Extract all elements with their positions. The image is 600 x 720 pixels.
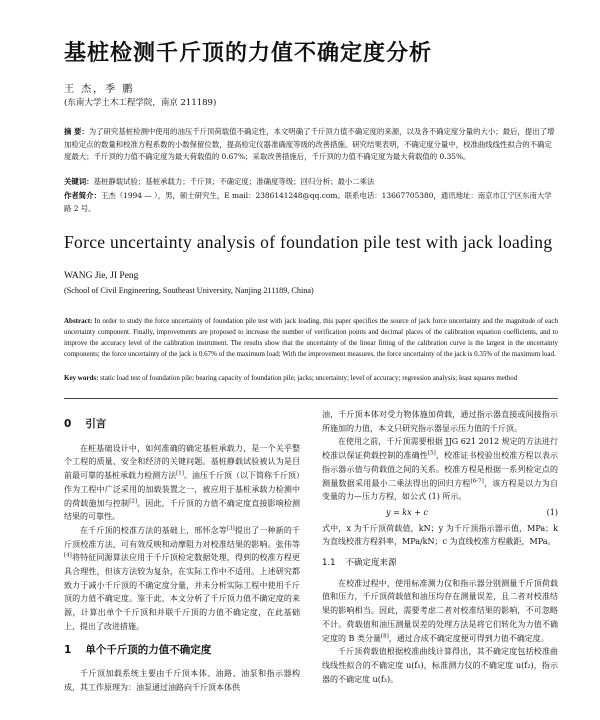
paragraph-text: 在校准过程中，使用标准测力仪和指示器分别测量千斤顶荷载值和压力，千斤顶荷载值和油压均存在测量误差，且二者对校准结果的影响相当。因此，需要考虑二者对校准结果的影响，不可忽略不计。荷载值和油压测量误差的处理方法是将它们转化为力值不确定度的 B 类分量 bbox=[322, 578, 558, 643]
paragraph bbox=[322, 435, 558, 504]
english-keywords-label: Key words: bbox=[64, 374, 99, 382]
author-info-text: 王杰（1994 — ），男，硕士研究生，E mail：2386141248@qq.com。联系电话：13667705380，通讯地址：南京市江宁区东南大学路 2 号。 bbox=[64, 191, 552, 213]
chinese-authors: 王 杰，季 鹏 bbox=[64, 84, 135, 95]
citation: [3] bbox=[226, 525, 235, 532]
paragraph-text: 在桩基础设计中，如何准确的确定基桩承载力，是一个关乎整个工程的质量、安全和经济的关键问题。基桩静载试验被认为是目前最可靠的基桩承载力检测方法 bbox=[64, 443, 300, 481]
chinese-abstract bbox=[64, 126, 556, 164]
paragraph-text: 提出了一种新的千斤顶校准方法，可有效反映和动摩阻力对校准结果的影响。张伟等 bbox=[64, 525, 301, 549]
chinese-affiliation: (东南大学土木工程学院，南京 211189) bbox=[64, 98, 217, 108]
author-info bbox=[64, 190, 556, 215]
chinese-abstract-label: 摘 要： bbox=[64, 127, 89, 136]
right-column bbox=[322, 408, 558, 686]
english-abstract-label: Abstract: bbox=[64, 317, 93, 325]
equation-body: y = kx + c bbox=[386, 507, 428, 517]
equation-number: (1) bbox=[546, 507, 558, 517]
section-number: 0 bbox=[64, 418, 72, 430]
paragraph: 油，千斤顶本体对受力物体施加荷载，通过指示器直接或间接指示所施加的力值，本文只研究指示器显示压力值的千斤顶。 bbox=[322, 410, 558, 433]
english-keywords-text: static load test of foundation pile; bearing capacity of foundation pile; jacks; uncertainty; level of accuracy; regression analysis; least squares method bbox=[98, 374, 518, 382]
section-number: 1 bbox=[64, 643, 72, 656]
subsection-number: 1.1 bbox=[322, 558, 336, 569]
english-affiliation: (School of Civil Engineering, Southeast University, Nanjing 211189, China) bbox=[64, 286, 314, 295]
paragraph-text: ，校准证书校验出校准方程以表示指示器示值与荷载值之间的关系。校准方程是根据一系列检定点的测量数据采用最小二乘法得出的回归方程 bbox=[322, 451, 559, 488]
english-abstract-text: In order to study the force uncertainty of foundation pile test with jack loading, this paper specifies the source of jack force uncertainty and the magnitude of each uncertainty component. Finally, improvements are proposed to increase the number of verification points and decimal places of the calibration equation coefficients, and to improve the accuracy level of the calibration instrument. The results show that the uncertainty of the linear fitting of the calibration curve is the largest in the uncertainty components; the force uncertainty of the jack is 0.67% of the maximum load; With the improvement measures, the force uncertainty of the jack is 0.35% of the maximum load. bbox=[64, 317, 558, 358]
paragraph: 式中，x 为千斤顶荷载值，kN；y 为千斤顶指示器示值，MPa；k 为直线校准方程斜率，MPa/kN；c 为直线校准方程截距，MPa。 bbox=[322, 523, 558, 547]
equation-1 bbox=[322, 506, 558, 520]
subsection-heading-uncertainty-source bbox=[322, 557, 558, 571]
chinese-title: 基桩检测千斤顶的力值不确定度分析 bbox=[64, 41, 433, 66]
chinese-keywords-label: 关键词： bbox=[64, 177, 94, 186]
paragraph-text: 在使用之前，千斤顶需要根据 JJG 621 2012 规定的方法进行校准以保证荷载控制的准确性 bbox=[322, 437, 558, 461]
english-keywords bbox=[64, 373, 558, 384]
paragraph bbox=[64, 524, 300, 634]
citation: [4] bbox=[64, 552, 72, 559]
english-abstract bbox=[64, 316, 558, 360]
english-title: Force uncertainty analysis of foundation pile test with jack loading bbox=[64, 232, 553, 252]
paragraph-text: ，该方程是以力为自变量的力—压力方程，如公式 (1) 所示。 bbox=[322, 478, 558, 502]
citation: [8] bbox=[380, 632, 389, 639]
english-authors: WANG Jie, JI Peng bbox=[64, 271, 139, 281]
chinese-keywords-text: 基桩静载试验；基桩承载力；千斤顶；不确定度；准确度等级；回归分析；最小二乘法 bbox=[93, 177, 375, 186]
section-title: 单个千斤顶的力值不确定度 bbox=[85, 643, 212, 656]
paragraph: 千斤顶加载系统主要由千斤顶本体、油路、油泵和指示器构成，其工作原理为：油泵通过油路向千斤顶本体供 bbox=[64, 669, 300, 692]
chinese-keywords bbox=[64, 176, 556, 189]
paragraph-text: 在千斤顶的校准方法的基础上，邢怀念等 bbox=[80, 525, 227, 535]
paragraph-text: 。油压千斤顶（以下简称千斤顶）作为工程中广泛采用的加载装置之一，被应用于基桩承载力检测中的荷载施加与控制 bbox=[64, 471, 301, 508]
subsection-title: 不确定度来源 bbox=[345, 558, 397, 569]
section-title: 引言 bbox=[85, 418, 107, 430]
citation: [2] bbox=[129, 497, 137, 504]
paragraph-text: 。因此，千斤顶的力值不确定度直接影响检测结果的可靠性。 bbox=[64, 498, 301, 522]
left-column bbox=[64, 408, 300, 695]
section-heading-introduction bbox=[64, 418, 300, 432]
citation: [5] bbox=[427, 450, 436, 457]
author-info-label: 作者简介： bbox=[64, 191, 101, 200]
paragraph: 千斤顶荷载值根据校准曲线计算得出，其不确定度包括校准曲线线性拟合的不确定度 u(f₁)，标准测力仪的不确定度 u(f₂)，指示器的不确定度 u(f₃)。 bbox=[322, 647, 558, 684]
citation: [1] bbox=[176, 470, 184, 477]
paragraph-text: 将特征同源算法应用于千斤顶检定数据处理，得到的校准方程更具合理性，但该方法较为复杂，在实际工作中不适用。上述研究都致力于减小千斤顶的不确定度分量，并未分析实际工程中使用千斤顶的力值不确定度。鉴于此，本文分析了千斤顶力值不确定度的来源，计算出单个千斤顶和并联千斤顶的力值不确定度，在此基础上，提出了改进措施。 bbox=[64, 553, 300, 631]
chinese-abstract-text: 为了研究基桩检测中使用的油压千斤顶荷载值不确定性，本文明确了千斤顶力值不确定度的来源，以及各不确定度分量的大小；最后，提出了增加检定点的数量和校准方程系数的小数保留位数，提高检定仪器准确度等级的改善措施。研究结果表明，不确定度分量中，校准曲线线性拟合的不确定度最大；千斤顶的力值不确定度为最大荷载值的 0.67%；采取改善措施后，千斤顶的力值不确定度为最大荷载值的 0.35%。 bbox=[64, 127, 555, 161]
paragraph bbox=[322, 577, 558, 646]
paragraph bbox=[64, 442, 300, 524]
section-heading-single-jack bbox=[64, 644, 300, 658]
divider-rule bbox=[64, 398, 558, 399]
paragraph-text: ，通过合成不确定度便可得到力值不确定度。 bbox=[388, 633, 549, 643]
citation: [6-7] bbox=[470, 477, 484, 484]
